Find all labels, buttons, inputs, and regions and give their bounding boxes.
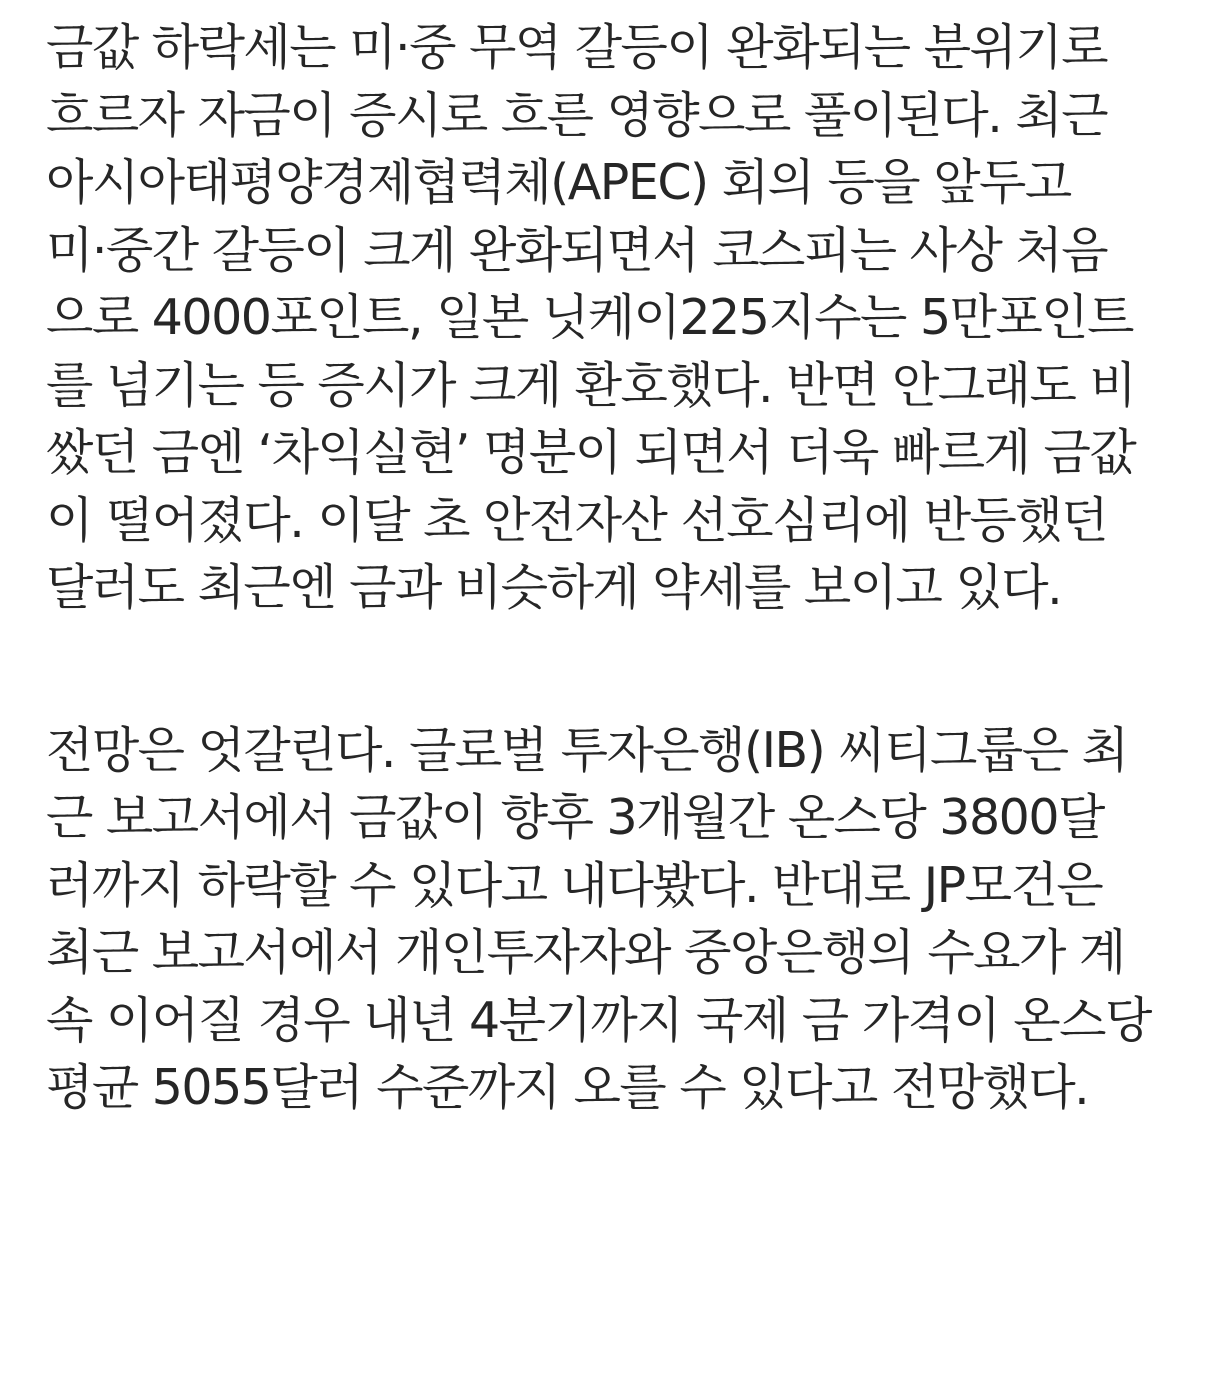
text-line: 평균 5055달러 수준까지 오를 수 있다고 전망했다. (46, 1059, 1089, 1116)
paragraph-2 (46, 717, 1176, 1122)
text-line: 달러도 최근엔 금과 비슷하게 약세를 보이고 있다. (46, 559, 1062, 616)
text-line: 아시아태평양경제협력체(APEC) 회의 등을 앞두고 (46, 154, 1071, 211)
text-line: 으로 4000포인트, 일본 닛케이225지수는 5만포인트 (46, 289, 1133, 346)
text-line: 흐르자 자금이 증시로 흐른 영향으로 풀이된다. 최근 (46, 86, 1108, 144)
text-line: 미·중간 갈등이 크게 완화되면서 코스피는 사상 처음 (46, 221, 1108, 279)
text-line: 를 넘기는 등 증시가 크게 환호했다. 반면 안그래도 비 (46, 356, 1136, 414)
text-line: 최근 보고서에서 개인투자자와 중앙은행의 수요가 계 (46, 924, 1125, 981)
text-line: 쌌던 금엔 ‘차익실현’ 명분이 되면서 더욱 빠르게 금값 (46, 424, 1136, 481)
text-line: 전망은 엇갈린다. 글로벌 투자은행(IB) 씨티그룹은 최 (46, 721, 1128, 779)
text-line: 이 떨어졌다. 이달 초 안전자산 선호심리에 반등했던 (46, 491, 1108, 549)
paragraph-1 (46, 14, 1176, 622)
article-body (46, 14, 1176, 1122)
text-line: 러까지 하락할 수 있다고 내다봤다. 반대로 JP모건은 (46, 856, 1103, 914)
paragraph-spacer (46, 622, 1176, 717)
text-line: 속 이어질 경우 내년 4분기까지 국제 금 가격이 온스당 (46, 991, 1151, 1049)
text-line: 근 보고서에서 금값이 향후 3개월간 온스당 3800달 (46, 789, 1104, 846)
text-line: 금값 하락세는 미·중 무역 갈등이 완화되는 분위기로 (46, 19, 1108, 76)
